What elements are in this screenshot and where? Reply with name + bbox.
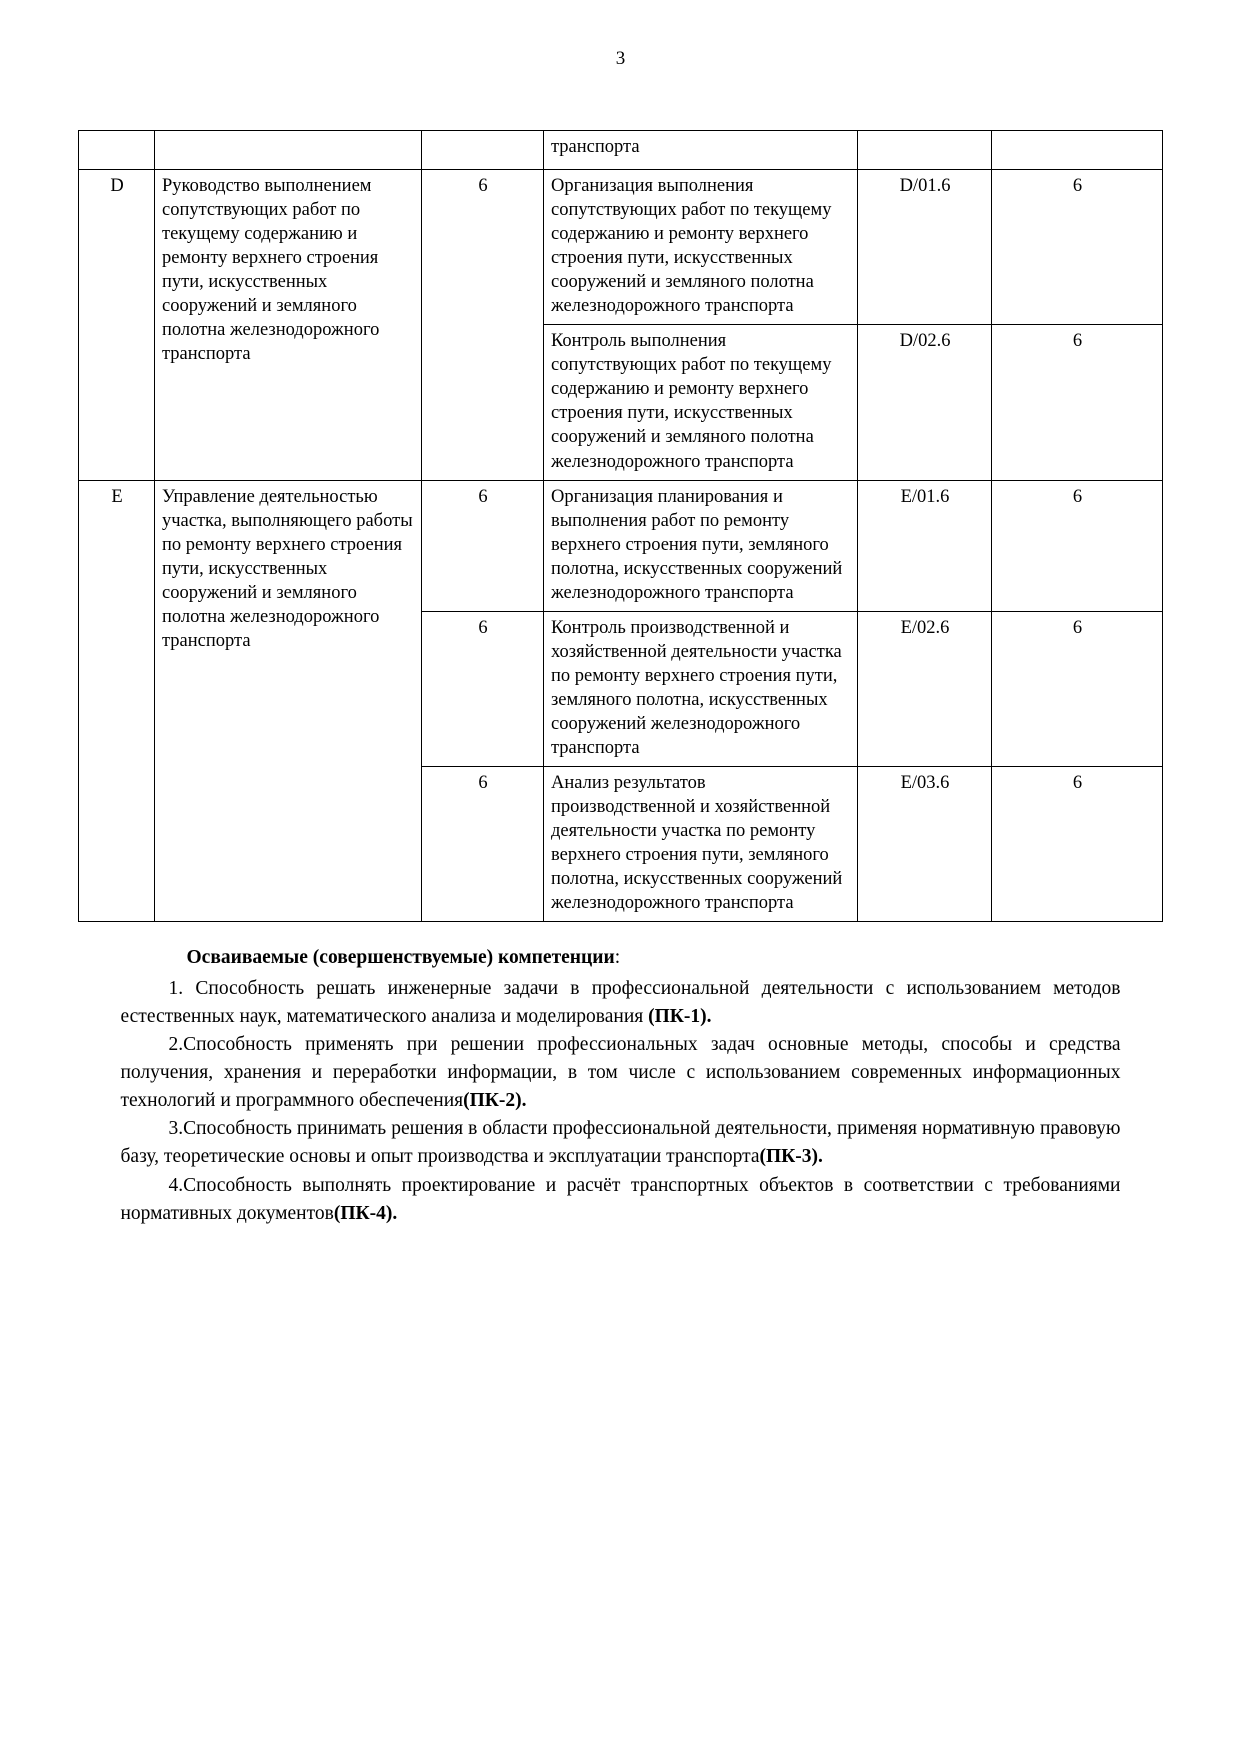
cell-letter: E xyxy=(79,480,155,922)
cell-function: Анализ результатов производственной и хозяйственной деятельности участка по ремонту верхнего строения пути, земляного полотна, искусственных сооружений железнодорожного транспорта xyxy=(544,767,858,922)
cell-title: Руководство выполнением сопутствующих работ по текущему содержанию и ремонту верхнего строения пути, искусственных сооружений и земляного полотна железнодорожного транспорта xyxy=(155,170,422,481)
cell-sublevel: 6 xyxy=(992,767,1163,922)
cell-level: 6 xyxy=(422,767,544,922)
cell-sublevel xyxy=(992,131,1163,170)
competency-item-1-text: 1. Способность решать инженерные задачи в профессиональной деятельности с использованием методов естественных наук, математического анализа и моделирования xyxy=(120,978,1121,1027)
cell-sublevel: 6 xyxy=(992,170,1163,325)
competency-item-2-text: 2.Способность применять при решении профессиональных задач основные методы, способы и средства получения, хранения и переработки информации, в том числе с использованием современных информационных технологий и программного обеспечения xyxy=(120,1034,1121,1111)
competency-item-1-code: (ПК-1). xyxy=(648,1005,712,1027)
cell-code: E/03.6 xyxy=(858,767,992,922)
cell-code: D/02.6 xyxy=(858,325,992,480)
cell-code: E/01.6 xyxy=(858,480,992,611)
cell-function: Контроль производственной и хозяйственной деятельности участка по ремонту верхнего строения пути, земляного полотна, искусственных сооружений железнодорожного транспорта xyxy=(544,611,858,766)
competencies-heading-bold: Осваиваемые (совершенствуемые) компетенции xyxy=(186,947,615,969)
cell-sublevel: 6 xyxy=(992,611,1163,766)
cell-level xyxy=(422,131,544,170)
cell-code xyxy=(858,131,992,170)
competency-item-2 xyxy=(121,1031,1121,1114)
page-number: 3 xyxy=(615,48,626,69)
table-row xyxy=(79,170,1163,325)
cell-function: Контроль выполнения сопутствующих работ по текущему содержанию и ремонту верхнего строения пути, искусственных сооружений и земляного полотна железнодорожного транспорта xyxy=(544,325,858,480)
cell-code: D/01.6 xyxy=(858,170,992,325)
cell-level: 6 xyxy=(422,170,544,481)
competency-item-4 xyxy=(121,1172,1121,1227)
competency-item-4-text: 4.Способность выполнять проектирование и расчёт транспортных объектов в соответствии с требованиями нормативных документов xyxy=(120,1174,1121,1224)
cell-sublevel: 6 xyxy=(992,325,1163,480)
cell-function: Организация выполнения сопутствующих работ по текущему содержанию и ремонту верхнего строения пути, искусственных сооружений и земляного полотна железнодорожного транспорта xyxy=(544,170,858,325)
cell-code: E/02.6 xyxy=(858,611,992,766)
competency-item-3-text: 3.Способность принимать решения в области профессиональной деятельности, применяя нормативную правовую базу, теоретические основы и опыт производства и эксплуатации транспорта xyxy=(120,1118,1121,1168)
cell-title xyxy=(155,131,422,170)
cell-letter xyxy=(79,131,155,170)
competency-item-3 xyxy=(121,1115,1121,1170)
competencies-heading-tail: : xyxy=(614,947,621,969)
cell-letter: D xyxy=(79,170,155,481)
cell-level: 6 xyxy=(422,480,544,611)
cell-function: транспорта xyxy=(544,131,858,170)
table-row xyxy=(79,131,1163,170)
competency-item-3-code: (ПК-3). xyxy=(759,1146,823,1168)
cell-title: Управление деятельностью участка, выполняющего работы по ремонту верхнего строения пути, искусственных сооружений и земляного полотна железнодорожного транспорта xyxy=(155,480,422,922)
competency-item-1 xyxy=(121,975,1121,1030)
cell-sublevel: 6 xyxy=(992,480,1163,611)
professional-functions-table xyxy=(78,130,1163,922)
cell-level: 6 xyxy=(422,611,544,766)
competencies-section xyxy=(121,922,1121,1227)
competencies-heading xyxy=(121,944,1121,972)
cell-function: Организация планирования и выполнения работ по ремонту верхнего строения пути, земляного полотна, искусственных сооружений железнодорожного транспорта xyxy=(544,480,858,611)
competency-item-4-code: (ПК-4). xyxy=(333,1202,398,1224)
competency-item-2-code: (ПК-2). xyxy=(463,1089,527,1111)
table-row xyxy=(79,480,1163,611)
